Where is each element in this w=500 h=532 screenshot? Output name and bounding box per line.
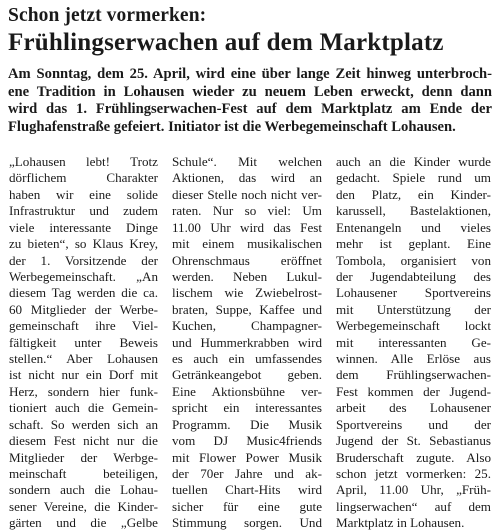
body-line: Schule“. Mit welchen — [172, 154, 322, 169]
article-headline: Frühlingserwachen auf dem Marktplatz — [8, 29, 444, 56]
body-line: mit Unterstützung der — [336, 301, 491, 317]
body-line: lingserwachen“ auf dem — [336, 498, 491, 514]
body-line: vom DJ Music4friends — [172, 433, 322, 449]
body-line: schaft. So werden sich an — [9, 416, 158, 432]
body-line: auch an die Kinder wurde — [336, 154, 491, 169]
body-line: und Hummerkrabben wird — [172, 334, 322, 350]
body-line: Ohrenschmaus eröffnet — [172, 252, 322, 268]
body-line: karussell, Bastelaktionen, — [336, 203, 491, 219]
body-line: Werbegemeinschaft. „An — [9, 268, 158, 284]
body-line: dieser Stelle noch nicht ver- — [172, 186, 322, 202]
article-lead — [8, 66, 492, 136]
body-line: mit Flower Power Musik — [172, 449, 322, 465]
body-line: viele interessante Dinge — [9, 219, 158, 235]
body-line: Sportvereins und der — [336, 416, 491, 432]
body-line: gedacht. Spiele rund um — [336, 170, 491, 186]
article-kicker: Schon jetzt vormerken: — [8, 5, 207, 26]
body-line: diesem Tag werden die ca. — [9, 285, 158, 301]
body-line: Mitglieder der Werbge- — [9, 449, 158, 465]
body-line: Werbegemeinschaft lockt — [336, 318, 491, 334]
body-line: sondern auch die Lohau- — [9, 482, 158, 498]
body-line: zu bieten“, so Klaus Krey, — [9, 236, 158, 252]
body-line: mit interessanten Ge- — [336, 334, 491, 350]
body-line: raten. Nur so viel: Um — [172, 203, 322, 219]
body-line: Fest kommen der Jugend- — [336, 383, 491, 399]
body-line: werden. Neben Lukul- — [172, 268, 322, 284]
body-line: sener Vereine, die Kinder- — [9, 498, 158, 514]
body-line: Programm. Die Musik — [172, 416, 322, 432]
body-line: Getränkeangebot geben. — [172, 367, 322, 383]
body-line: tioniert auch die Gemein- — [9, 400, 158, 416]
body-line: Infrastruktur und zudem — [9, 203, 158, 219]
body-line: arbeit des Lohausener — [336, 400, 491, 416]
body-line: der 1. Vorsitzende der — [9, 252, 158, 268]
body-line: Kuchen, Champagner- — [172, 318, 322, 334]
body-line: „Lohausen lebt! Trotz — [9, 154, 158, 169]
body-line: Stimmung sorgen. Und — [172, 515, 322, 531]
body-line: es auch ein umfassendes — [172, 351, 322, 367]
body-line: diesem Fest nicht nur die — [9, 433, 158, 449]
body-line: 11.00 Uhr wird das Fest — [172, 219, 322, 235]
lead-line: Am Sonntag, dem 25. April, wird eine über lange Zeit hinweg unterbroch- — [8, 66, 492, 82]
body-line: spricht ein interessantes — [172, 400, 322, 416]
body-line: Aktionen, das wird an — [172, 170, 322, 186]
body-line: lischem wie Zwiebelrost- — [172, 285, 322, 301]
body-line: dörflichem Charakter — [9, 170, 158, 186]
body-line: meinschaft beteiligen, — [9, 466, 158, 482]
body-line: Herz, sondern hier funk- — [9, 383, 158, 399]
body-line: Marktplatz in Lohausen. — [336, 515, 465, 531]
body-line: ist nicht nur ein Dorf mit — [9, 367, 158, 383]
body-line: den Platz, ein Kinder- — [336, 186, 491, 202]
article-body — [9, 154, 491, 529]
body-line: der 70er Jahre und ak- — [172, 466, 322, 482]
body-column-1 — [9, 154, 158, 532]
body-line: gärten und die „Gelbe — [9, 515, 158, 531]
lead-line: Flughafenstraße gefeiert. Initiator ist die Werbegemeinschaft Lohausen. — [8, 118, 456, 135]
body-column-2 — [172, 154, 322, 532]
body-line: tuellen Chart-Hits wird — [172, 482, 322, 498]
body-line: haben wir eine solide — [9, 186, 158, 202]
body-line: mit einem musikalischen — [172, 236, 322, 252]
body-line: dem Frühlingserwachen- — [336, 367, 491, 383]
body-line: Lohausener Sportvereins — [336, 285, 491, 301]
body-line: braten, Suppe, Kaffee und — [172, 301, 322, 317]
body-line: gemeinschaft ihre Viel- — [9, 318, 158, 334]
body-line: stellen.“ Aber Lohausen — [9, 351, 158, 367]
body-line: winnen. Alle Erlöse aus — [336, 351, 491, 367]
body-line: Eine Aktionsbühne ver- — [172, 383, 322, 399]
body-line: Jugend der St. Sebastianus — [336, 433, 491, 449]
body-line: mehr ist geplant. Eine — [336, 236, 491, 252]
body-line: Entenangeln und vieles — [336, 219, 491, 235]
body-line: sicher für eine gute — [172, 498, 322, 514]
body-line: fältigkeit unter Beweis — [9, 334, 158, 350]
body-line: der Jugendabteilung des — [336, 268, 491, 284]
lead-line: wird das 1. Frühlingserwachen-Fest auf dem Marktplatz am Ende der — [8, 101, 492, 118]
body-column-3 — [336, 154, 491, 532]
body-line: schon jetzt vormerken: 25. — [336, 466, 491, 482]
body-line: Tombola, organisiert von — [336, 252, 491, 268]
body-line: Bruderschaft zugute. Also — [336, 449, 491, 465]
lead-line: ene Tradition in Lohausen wieder zu neuem Leben erweckt, denn dann — [8, 83, 492, 100]
body-line: April, 11.00 Uhr, „Früh- — [336, 482, 491, 498]
body-line: 60 Mitglieder der Werbe- — [9, 301, 158, 317]
